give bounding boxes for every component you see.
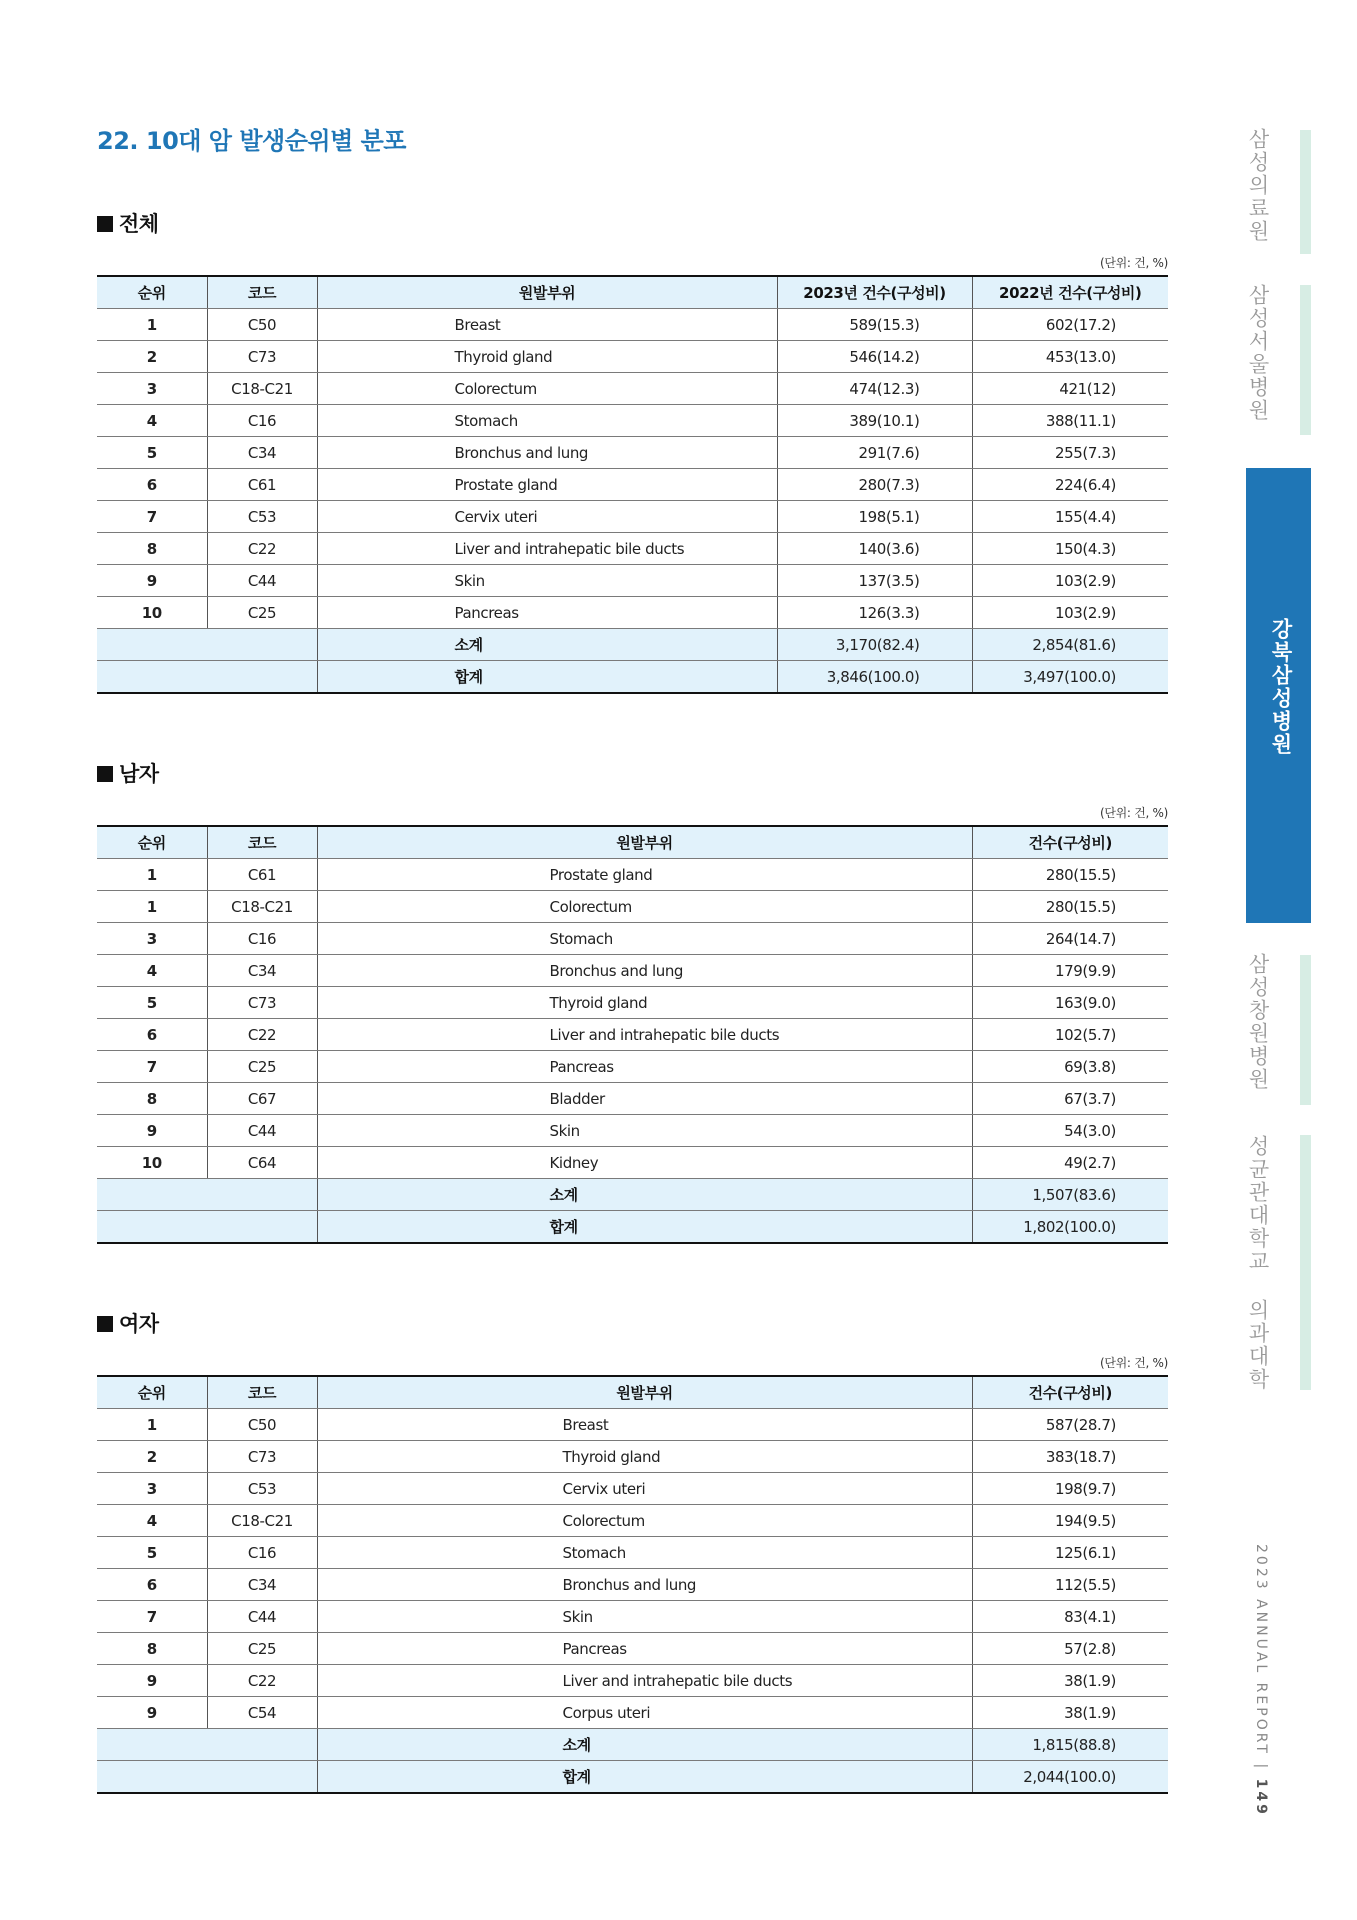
table-all xyxy=(97,275,1168,694)
total-label: 합계 xyxy=(317,661,777,694)
total-2023-cell: 3,846(100.0) xyxy=(777,661,972,694)
table-row xyxy=(97,533,1168,565)
site-cell: Stomach xyxy=(317,923,972,955)
rank-cell: 6 xyxy=(97,469,207,501)
site-cell: Colorectum xyxy=(317,891,972,923)
side-nav-item-kangbuk-samsung-hospital[interactable]: 강북삼성병원 xyxy=(1269,618,1293,756)
count-2022-cell: 602(17.2) xyxy=(972,309,1168,341)
count-cell: 383(18.7) xyxy=(972,1441,1168,1473)
rank-cell: 3 xyxy=(97,1473,207,1505)
total-row xyxy=(97,1211,1168,1244)
report-separator: | xyxy=(1253,1763,1269,1772)
col-site-header: 원발부위 xyxy=(317,276,777,309)
blank-cell xyxy=(97,1211,317,1244)
count-2022-cell: 255(7.3) xyxy=(972,437,1168,469)
total-label: 합계 xyxy=(317,1761,972,1794)
table-row xyxy=(97,987,1168,1019)
site-cell: Bronchus and lung xyxy=(317,1569,972,1601)
subtotal-label: 소계 xyxy=(317,629,777,661)
site-cell: Skin xyxy=(317,565,777,597)
count-cell: 49(2.7) xyxy=(972,1147,1168,1179)
report-label: 2023 ANNUAL REPORT xyxy=(1253,1544,1269,1756)
table-row xyxy=(97,1569,1168,1601)
table-row xyxy=(97,1019,1168,1051)
count-cell: 69(3.8) xyxy=(972,1051,1168,1083)
table-row xyxy=(97,1697,1168,1729)
code-cell: C18-C21 xyxy=(207,891,317,923)
unit-note-male: (단위: 건, %) xyxy=(1099,806,1168,820)
rank-cell: 1 xyxy=(97,1409,207,1441)
table-header-row xyxy=(97,1376,1168,1409)
site-cell: Colorectum xyxy=(317,1505,972,1537)
rank-cell: 10 xyxy=(97,597,207,629)
table-header-row xyxy=(97,276,1168,309)
code-cell: C61 xyxy=(207,469,317,501)
code-cell: C22 xyxy=(207,533,317,565)
site-cell: Bronchus and lung xyxy=(317,437,777,469)
col-2023-header: 2023년 건수(구성비) xyxy=(777,276,972,309)
table-row xyxy=(97,341,1168,373)
table-male xyxy=(97,825,1168,1244)
code-cell: C25 xyxy=(207,597,317,629)
col-site-header: 원발부위 xyxy=(317,1376,972,1409)
code-cell: C73 xyxy=(207,987,317,1019)
subtotal-row xyxy=(97,629,1168,661)
table-row xyxy=(97,405,1168,437)
site-cell: Pancreas xyxy=(317,1633,972,1665)
count-cell: 54(3.0) xyxy=(972,1115,1168,1147)
annual-report-footer xyxy=(1241,1544,1269,1817)
code-cell: C34 xyxy=(207,1569,317,1601)
site-cell: Liver and intrahepatic bile ducts xyxy=(317,533,777,565)
total-row xyxy=(97,1761,1168,1794)
table-row xyxy=(97,1633,1168,1665)
square-bullet-icon xyxy=(97,1316,113,1332)
rank-cell: 2 xyxy=(97,341,207,373)
count-cell: 102(5.7) xyxy=(972,1019,1168,1051)
rank-cell: 4 xyxy=(97,405,207,437)
count-2022-cell: 421(12) xyxy=(972,373,1168,405)
count-cell: 280(15.5) xyxy=(972,859,1168,891)
rank-cell: 2 xyxy=(97,1441,207,1473)
count-cell: 264(14.7) xyxy=(972,923,1168,955)
square-bullet-icon xyxy=(97,216,113,232)
unit-note-all: (단위: 건, %) xyxy=(1099,256,1168,270)
code-cell: C54 xyxy=(207,1697,317,1729)
code-cell: C16 xyxy=(207,1537,317,1569)
nav-indicator-bar xyxy=(1300,955,1311,1105)
code-cell: C25 xyxy=(207,1633,317,1665)
total-count-cell: 1,802(100.0) xyxy=(972,1211,1168,1244)
table-row xyxy=(97,1665,1168,1697)
count-2022-cell: 388(11.1) xyxy=(972,405,1168,437)
site-cell: Cervix uteri xyxy=(317,1473,972,1505)
site-cell: Cervix uteri xyxy=(317,501,777,533)
col-code-header: 코드 xyxy=(207,1376,317,1409)
count-cell: 179(9.9) xyxy=(972,955,1168,987)
code-cell: C44 xyxy=(207,1115,317,1147)
table-row xyxy=(97,373,1168,405)
col-rank-header: 순위 xyxy=(97,826,207,859)
rank-cell: 9 xyxy=(97,1115,207,1147)
rank-cell: 8 xyxy=(97,1083,207,1115)
blank-cell xyxy=(97,1179,317,1211)
subtotal-row xyxy=(97,1179,1168,1211)
col-2022-header: 2022년 건수(구성비) xyxy=(972,276,1168,309)
count-2023-cell: 198(5.1) xyxy=(777,501,972,533)
count-cell: 38(1.9) xyxy=(972,1697,1168,1729)
blank-cell xyxy=(97,1729,317,1761)
site-cell: Colorectum xyxy=(317,373,777,405)
count-cell: 112(5.5) xyxy=(972,1569,1168,1601)
code-cell: C50 xyxy=(207,309,317,341)
code-cell: C53 xyxy=(207,501,317,533)
table-row xyxy=(97,565,1168,597)
count-2022-cell: 155(4.4) xyxy=(972,501,1168,533)
site-cell: Bronchus and lung xyxy=(317,955,972,987)
table-row xyxy=(97,1147,1168,1179)
col-rank-header: 순위 xyxy=(97,1376,207,1409)
rank-cell: 3 xyxy=(97,923,207,955)
subtotal-row xyxy=(97,1729,1168,1761)
table-row xyxy=(97,1083,1168,1115)
col-count-header: 건수(구성비) xyxy=(972,826,1168,859)
count-2023-cell: 280(7.3) xyxy=(777,469,972,501)
rank-cell: 3 xyxy=(97,373,207,405)
table-row xyxy=(97,955,1168,987)
rank-cell: 9 xyxy=(97,565,207,597)
count-2023-cell: 137(3.5) xyxy=(777,565,972,597)
subtotal-label: 소계 xyxy=(317,1729,972,1761)
side-nav-item-skku-medicine[interactable]: 성균관대학교 의과대학 xyxy=(1246,1135,1270,1391)
site-cell: Corpus uteri xyxy=(317,1697,972,1729)
subtotal-2022-cell: 2,854(81.6) xyxy=(972,629,1168,661)
col-rank-header: 순위 xyxy=(97,276,207,309)
count-2022-cell: 103(2.9) xyxy=(972,597,1168,629)
count-cell: 125(6.1) xyxy=(972,1537,1168,1569)
table-female xyxy=(97,1375,1168,1794)
table-row xyxy=(97,1601,1168,1633)
code-cell: C53 xyxy=(207,1473,317,1505)
count-cell: 67(3.7) xyxy=(972,1083,1168,1115)
rank-cell: 8 xyxy=(97,1633,207,1665)
rank-cell: 7 xyxy=(97,1051,207,1083)
table-row xyxy=(97,1441,1168,1473)
side-nav-item-samsung-changwon-hospital[interactable]: 삼성창원병원 xyxy=(1246,953,1270,1091)
count-2023-cell: 589(15.3) xyxy=(777,309,972,341)
rank-cell: 5 xyxy=(97,987,207,1019)
table-row xyxy=(97,1473,1168,1505)
side-nav-item-samsung-seoul-hospital[interactable]: 삼성서울병원 xyxy=(1246,284,1270,422)
side-nav-item-samsung-medical-center[interactable]: 삼성의료원 xyxy=(1246,128,1270,243)
site-cell: Breast xyxy=(317,1409,972,1441)
site-cell: Pancreas xyxy=(317,597,777,629)
count-cell: 38(1.9) xyxy=(972,1665,1168,1697)
site-cell: Thyroid gland xyxy=(317,1441,972,1473)
table-row xyxy=(97,501,1168,533)
site-cell: Prostate gland xyxy=(317,859,972,891)
code-cell: C18-C21 xyxy=(207,1505,317,1537)
total-2022-cell: 3,497(100.0) xyxy=(972,661,1168,694)
table-row xyxy=(97,437,1168,469)
code-cell: C22 xyxy=(207,1019,317,1051)
code-cell: C67 xyxy=(207,1083,317,1115)
table-row xyxy=(97,891,1168,923)
subtotal-count-cell: 1,815(88.8) xyxy=(972,1729,1168,1761)
nav-indicator-bar xyxy=(1300,1135,1311,1390)
table-row xyxy=(97,1115,1168,1147)
table-row xyxy=(97,1409,1168,1441)
site-cell: Prostate gland xyxy=(317,469,777,501)
table-row xyxy=(97,859,1168,891)
table-row xyxy=(97,469,1168,501)
subtotal-2023-cell: 3,170(82.4) xyxy=(777,629,972,661)
count-cell: 194(9.5) xyxy=(972,1505,1168,1537)
code-cell: C18-C21 xyxy=(207,373,317,405)
rank-cell: 5 xyxy=(97,1537,207,1569)
table-row xyxy=(97,923,1168,955)
site-cell: Skin xyxy=(317,1115,972,1147)
square-bullet-icon xyxy=(97,766,113,782)
count-cell: 163(9.0) xyxy=(972,987,1168,1019)
section-heading-female: 여자 xyxy=(97,1308,159,1338)
code-cell: C73 xyxy=(207,341,317,373)
code-cell: C34 xyxy=(207,955,317,987)
blank-cell xyxy=(97,661,317,694)
count-2023-cell: 474(12.3) xyxy=(777,373,972,405)
count-cell: 587(28.7) xyxy=(972,1409,1168,1441)
table-row xyxy=(97,1051,1168,1083)
section-heading-male: 남자 xyxy=(97,758,159,788)
count-cell: 198(9.7) xyxy=(972,1473,1168,1505)
rank-cell: 9 xyxy=(97,1697,207,1729)
code-cell: C44 xyxy=(207,1601,317,1633)
site-cell: Liver and intrahepatic bile ducts xyxy=(317,1019,972,1051)
rank-cell: 6 xyxy=(97,1569,207,1601)
count-2022-cell: 103(2.9) xyxy=(972,565,1168,597)
count-2023-cell: 291(7.6) xyxy=(777,437,972,469)
total-count-cell: 2,044(100.0) xyxy=(972,1761,1168,1794)
col-count-header: 건수(구성비) xyxy=(972,1376,1168,1409)
site-cell: Bladder xyxy=(317,1083,972,1115)
nav-indicator-bar xyxy=(1300,130,1311,254)
col-code-header: 코드 xyxy=(207,276,317,309)
rank-cell: 6 xyxy=(97,1019,207,1051)
rank-cell: 7 xyxy=(97,1601,207,1633)
count-cell: 83(4.1) xyxy=(972,1601,1168,1633)
col-code-header: 코드 xyxy=(207,826,317,859)
site-cell: Kidney xyxy=(317,1147,972,1179)
rank-cell: 9 xyxy=(97,1665,207,1697)
table-row xyxy=(97,597,1168,629)
site-cell: Stomach xyxy=(317,405,777,437)
code-cell: C61 xyxy=(207,859,317,891)
count-2023-cell: 546(14.2) xyxy=(777,341,972,373)
rank-cell: 8 xyxy=(97,533,207,565)
code-cell: C73 xyxy=(207,1441,317,1473)
code-cell: C16 xyxy=(207,405,317,437)
count-2022-cell: 150(4.3) xyxy=(972,533,1168,565)
site-cell: Stomach xyxy=(317,1537,972,1569)
count-2022-cell: 224(6.4) xyxy=(972,469,1168,501)
page-number: 149 xyxy=(1253,1778,1269,1817)
code-cell: C25 xyxy=(207,1051,317,1083)
subtotal-count-cell: 1,507(83.6) xyxy=(972,1179,1168,1211)
code-cell: C16 xyxy=(207,923,317,955)
rank-cell: 10 xyxy=(97,1147,207,1179)
rank-cell: 7 xyxy=(97,501,207,533)
total-row xyxy=(97,661,1168,694)
site-cell: Thyroid gland xyxy=(317,341,777,373)
count-cell: 57(2.8) xyxy=(972,1633,1168,1665)
table-row xyxy=(97,1537,1168,1569)
blank-cell xyxy=(97,1761,317,1794)
table-header-row xyxy=(97,826,1168,859)
count-2023-cell: 126(3.3) xyxy=(777,597,972,629)
table-row xyxy=(97,1505,1168,1537)
code-cell: C44 xyxy=(207,565,317,597)
count-2022-cell: 453(13.0) xyxy=(972,341,1168,373)
section-heading-all: 전체 xyxy=(97,208,159,238)
table-row xyxy=(97,309,1168,341)
code-cell: C64 xyxy=(207,1147,317,1179)
code-cell: C50 xyxy=(207,1409,317,1441)
site-cell: Liver and intrahepatic bile ducts xyxy=(317,1665,972,1697)
col-site-header: 원발부위 xyxy=(317,826,972,859)
total-label: 합계 xyxy=(317,1211,972,1244)
nav-indicator-bar xyxy=(1300,285,1311,435)
rank-cell: 4 xyxy=(97,955,207,987)
code-cell: C22 xyxy=(207,1665,317,1697)
code-cell: C34 xyxy=(207,437,317,469)
subtotal-label: 소계 xyxy=(317,1179,972,1211)
rank-cell: 4 xyxy=(97,1505,207,1537)
site-cell: Skin xyxy=(317,1601,972,1633)
unit-note-female: (단위: 건, %) xyxy=(1099,1356,1168,1370)
site-cell: Thyroid gland xyxy=(317,987,972,1019)
site-cell: Breast xyxy=(317,309,777,341)
page-title: 22. 10대 암 발생순위별 분포 xyxy=(97,127,406,155)
rank-cell: 1 xyxy=(97,891,207,923)
rank-cell: 5 xyxy=(97,437,207,469)
rank-cell: 1 xyxy=(97,309,207,341)
count-cell: 280(15.5) xyxy=(972,891,1168,923)
count-2023-cell: 140(3.6) xyxy=(777,533,972,565)
rank-cell: 1 xyxy=(97,859,207,891)
blank-cell xyxy=(97,629,317,661)
site-cell: Pancreas xyxy=(317,1051,972,1083)
count-2023-cell: 389(10.1) xyxy=(777,405,972,437)
